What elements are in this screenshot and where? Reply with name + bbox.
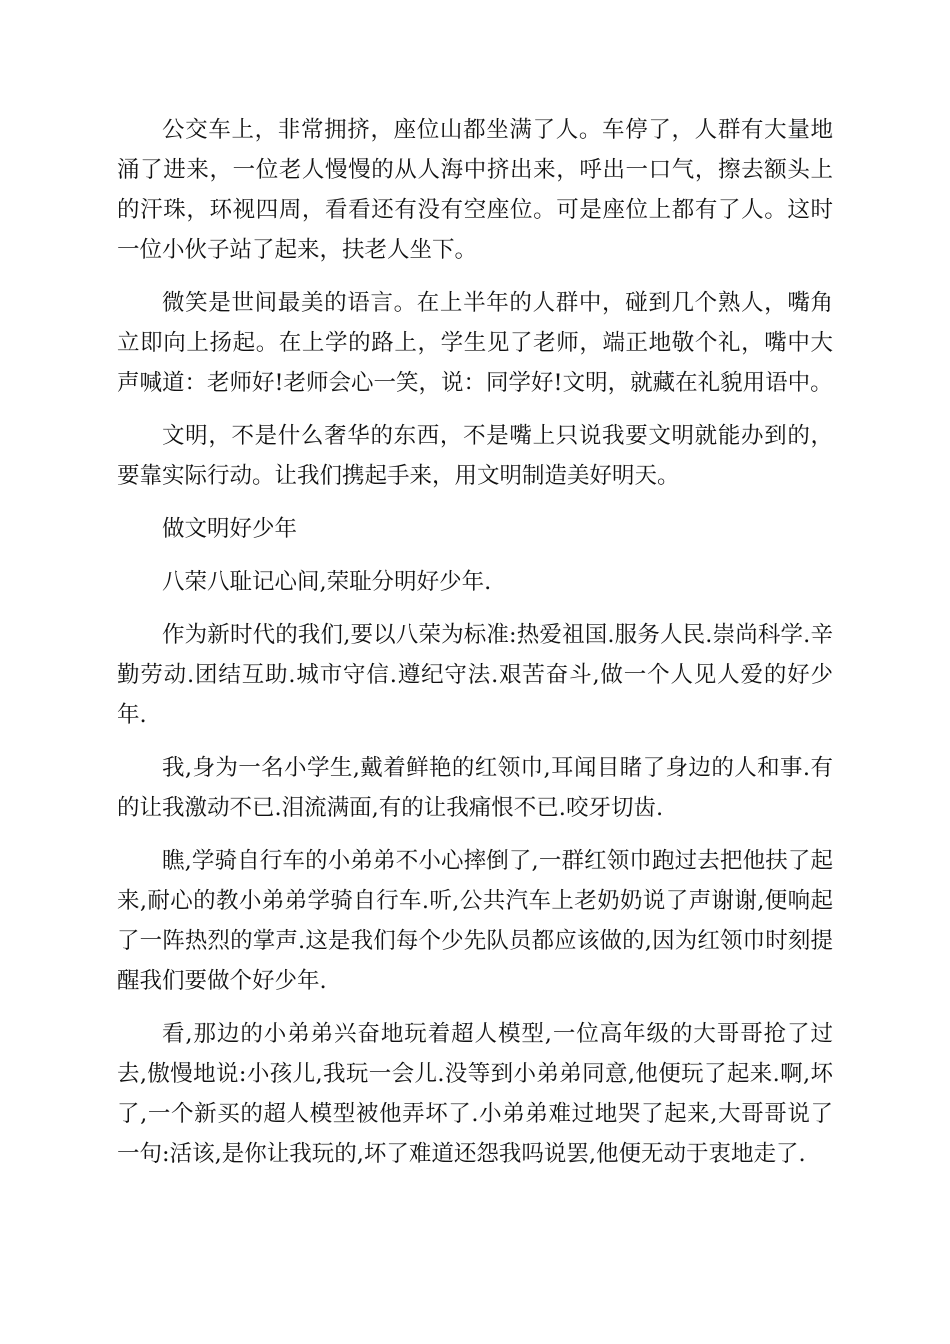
- paragraph-bicycle: 瞧,学骑自行车的小弟弟不小心摔倒了,一群红领巾跑过去把他扶了起来,耐心的教小弟弟学骑自行车.听,公共汽车上老奶奶说了声谢谢,便响起了一阵热烈的掌声.这是我们每个少先队员都应该做的,因为红领巾时刻提醒我们要做个好少年.: [117, 848, 833, 994]
- paragraph-honor: 八荣八耻记心间,荣耻分明好少年.: [162, 569, 492, 595]
- paragraph-smile: 微笑是世间最美的语言。在上半年的人群中，碰到几个熟人，嘴角立即向上扬起。在上学的路上，学生见了老师，端正地敬个礼，嘴中大声喊道：老师好!老师会心一笑，说：同学好!文明，就藏在礼貌用语中。: [117, 290, 833, 396]
- paragraph-bus: 公交车上，非常拥挤，座位山都坐满了人。车停了，人群有大量地涌了进来，一位老人慢慢的从人海中挤出来，呼出一口气，擦去额头上的汗珠，环视四周，看看还有没有空座位。可是座位上都有了人。这时一位小伙子站了起来，扶老人坐下。: [117, 117, 833, 263]
- paragraph-model: 看,那边的小弟弟兴奋地玩着超人模型,一位高年级的大哥哥抢了过去,傲慢地说:小孩儿,我玩一会儿.没等到小弟弟同意,他便玩了起来.啊,坏了,一个新买的超人模型被他弄坏了.小弟弟难过地哭了起来,大哥哥说了一句:活该,是你让我玩的,坏了难道还怨我吗说罢,他便无动于衷地走了.: [117, 1021, 833, 1167]
- section-title: 做文明好少年: [162, 516, 298, 542]
- paragraph-student: 我,身为一名小学生,戴着鲜艳的红领巾,耳闻目睹了身边的人和事.有的让我激动不已.泪流满面,有的让我痛恨不已.咬牙切齿.: [117, 755, 833, 821]
- paragraph-standards: 作为新时代的我们,要以八荣为标准:热爱祖国.服务人民.崇尚科学.辛勤劳动.团结互助.城市守信.遵纪守法.艰苦奋斗,做一个人见人爱的好少年.: [117, 622, 833, 728]
- paragraph-civility: 文明，不是什么奢华的东西，不是嘴上只说我要文明就能办到的，要靠实际行动。让我们携起手来，用文明制造美好明天。: [117, 423, 833, 489]
- document-page: [117, 110, 833, 1174]
